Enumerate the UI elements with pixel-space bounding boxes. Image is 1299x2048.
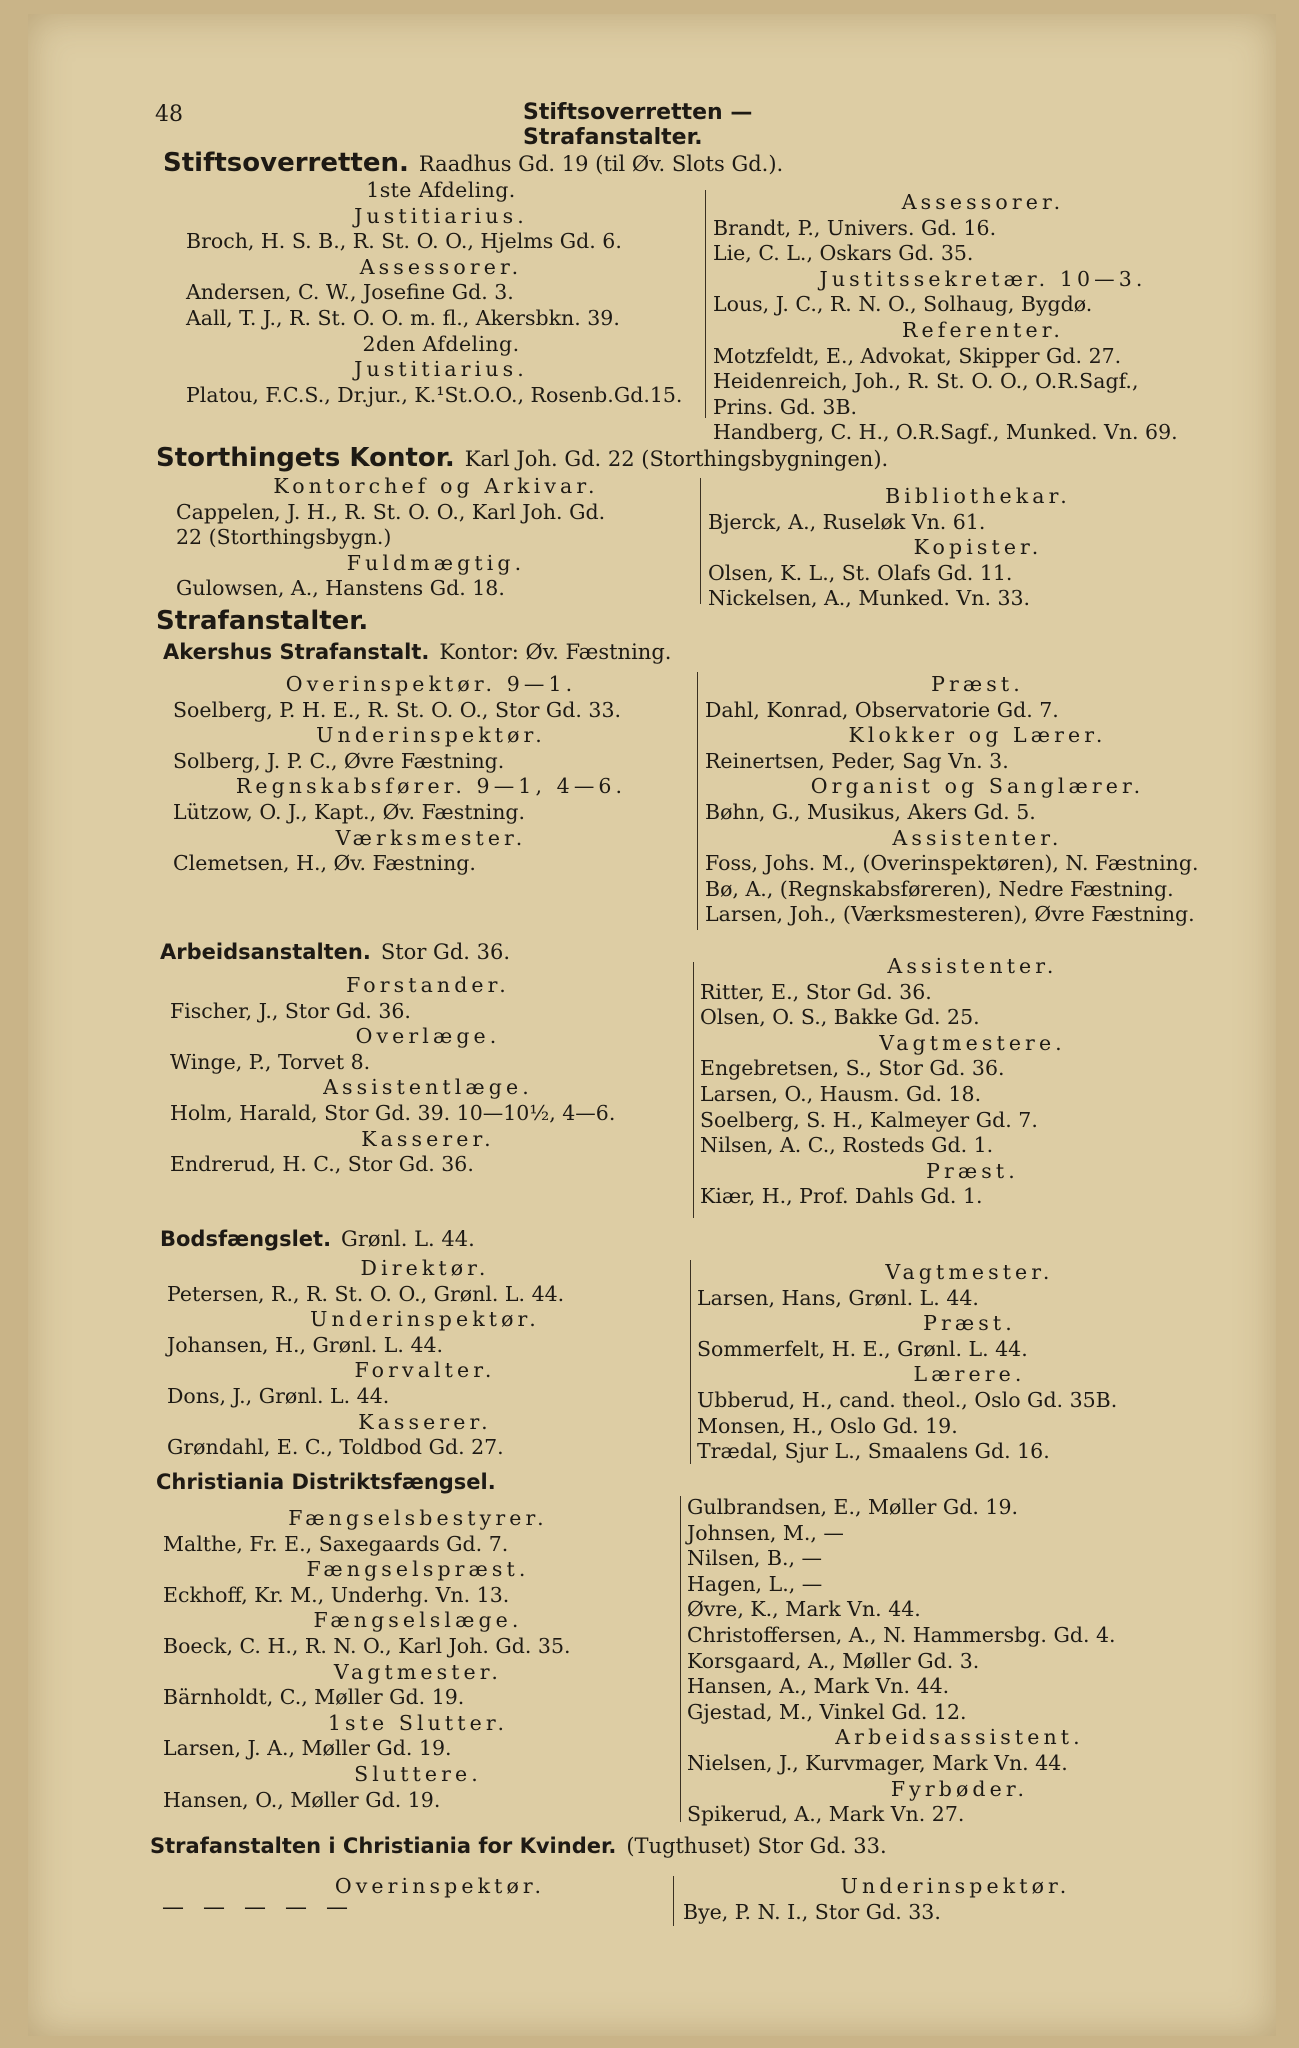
column-divider [693,962,694,1218]
directory-entry: Nickelsen, A., Munked. Vn. 33. [708,586,1031,611]
section-title-kvinder: Strafanstalten i Christiania for Kvinder. (Tugthuset) Stor Gd. 33. [150,1834,887,1858]
directory-entry: Larsen, J. A., Møller Gd. 19. [163,1736,452,1761]
role-heading: Vagtmester. [885,1260,1054,1284]
section-title-arbeidsanstalten: Arbeidsanstalten. Stor Gd. 36. [160,940,511,964]
storthingets-kontor-left-column [176,474,696,602]
role-heading: Kopister. [913,535,1043,560]
page-number: 48 [155,102,183,127]
directory-entry: Motzfeldt, E., Advokat, Skipper Gd. 27. [713,343,1122,368]
role-heading: Fyrbøder. [890,1776,1029,1801]
role-heading: Overlæge. [355,1024,501,1049]
directory-entry: Olsen, K. L., St. Olafs Gd. 11. [708,560,1013,585]
directory-entry: Hagen, L., — [687,1571,823,1596]
directory-entry: Holm, Harald, Stor Gd. 39. 10—10½, 4—6. [170,1100,616,1125]
directory-entry: Lous, J. C., R. N. O., Solhaug, Bygdø. [713,292,1093,317]
role-heading: Fængselslæge. [313,1608,523,1633]
role-heading: 1ste Afdeling. [366,178,516,202]
role-heading: Direktør. [360,1256,490,1280]
storthingets-kontor-right-column [708,484,1248,612]
role-heading: Assistenter. [887,954,1058,978]
directory-entry: Soelberg, S. H., Kalmeyer Gd. 7. [700,1107,1038,1132]
directory-entry: Aall, T. J., R. St. O. O. m. fl., Akersbkn. 39. [186,305,620,330]
section-title-akershus: Akershus Strafanstalt. Kontor: Øv. Fæstning. [163,640,672,664]
directory-entry: Handberg, C. H., O.R.Sagf., Munked. Vn. 69. [713,420,1178,445]
role-heading: Forstander. [346,973,510,997]
directory-entry: 22 (Storthingsbygn.) [176,525,392,550]
directory-entry: Johansen, H., Grønl. L. 44. [167,1332,444,1357]
directory-entry: Bjerck, A., Ruseløk Vn. 61. [708,509,986,534]
directory-entry: Engebretsen, S., Stor Gd. 36. [700,1056,1005,1081]
directory-entry: Korsgaard, A., Møller Gd. 3. [687,1648,980,1673]
role-heading: Kasserer. [361,1126,495,1151]
directory-entry: Gulowsen, A., Hanstens Gd. 18. [176,576,505,601]
directory-entry: Monsen, H., Oslo Gd. 19. [697,1413,958,1438]
directory-entry: Brandt, P., Univers. Gd. 16. [713,215,997,240]
bodsfaengslet-left-column [167,1256,683,1461]
role-heading: Præst. [923,1311,1016,1336]
directory-entry: Foss, Johs. M., (Overinspektøren), N. Fæstning. [705,851,1199,876]
directory-entry: Bøhn, G., Musikus, Akers Gd. 5. [705,799,1036,824]
role-heading: Assessorer. [359,254,523,279]
role-heading: Værksmester. [335,825,527,850]
directory-entry: Nielsen, J., Kurvmager, Mark Vn. 44. [687,1750,1068,1775]
directory-entry: Malthe, Fr. E., Saxegaards Gd. 7. [163,1531,509,1556]
column-divider [673,1876,674,1926]
directory-entry: Dahl, Konrad, Observatorie Gd. 7. [705,697,1059,722]
directory-entry: Broch, H. S. B., R. St. O. O., Hjelms Gd. 6. [186,229,622,254]
directory-entry: Winge, P., Torvet 8. [170,1049,371,1074]
directory-entry: Lie, C. L., Oskars Gd. 35. [713,241,974,266]
directory-entry: Solberg, J. P. C., Øvre Fæstning. [173,748,505,773]
directory-entry: Larsen, O., Hausm. Gd. 18. [700,1081,982,1106]
directory-entry: Gjestad, M., Vinkel Gd. 12. [687,1699,967,1724]
directory-entry: Petersen, R., R. St. O. O., Grønl. L. 44. [167,1281,565,1306]
role-heading: Justitiarius. [354,203,528,228]
directory-entry: Prins. Gd. 3B. [713,394,858,419]
directory-entry: Sommerfelt, H. E., Grønl. L. 44. [697,1336,1028,1361]
stiftsoverretten-left-column [186,178,696,408]
directory-entry: Hansen, A., Mark Vn. 44. [687,1674,950,1699]
column-divider [705,190,706,418]
role-heading: Justitssekretær. 10—3. [819,266,1147,291]
directory-entry: Bø, A., (Regnskabsføreren), Nedre Fæstning. [705,876,1174,901]
column-divider [700,478,701,604]
section-title-bodsfaengslet: Bodsfængslet. Grønl. L. 44. [160,1227,475,1251]
role-heading: Bibliothekar. [885,484,1071,508]
role-heading: Forvalter. [354,1358,496,1383]
role-heading: Overinspektør. 9—1. [285,672,577,696]
role-heading: Referenter. [902,317,1064,342]
stiftsoverretten-right-column [713,190,1253,446]
section-title-distriktsfaengsel: Christiania Distriktsfængsel. [156,1470,496,1494]
bodsfaengslet-right-column [697,1260,1242,1465]
directory-entry: Grøndahl, E. C., Toldbod Gd. 27. [167,1435,504,1460]
role-heading: 2den Afdeling. [362,331,520,356]
role-heading: Assistentlæge. [323,1075,533,1100]
directory-entry: Nilsen, A. C., Rosteds Gd. 1. [700,1133,994,1158]
directory-entry: Kiær, H., Prof. Dahls Gd. 1. [700,1184,983,1209]
directory-entry: Ritter, E., Stor Gd. 36. [700,979,932,1004]
role-heading: Lærere. [913,1362,1026,1387]
section-title-storthingets-kontor: Storthingets Kontor. Karl Joh. Gd. 22 (Storthingsbygningen). [156,443,889,473]
directory-entry: Boeck, C. H., R. N. O., Karl Joh. Gd. 35. [163,1633,571,1658]
akershus-right-column [705,672,1250,928]
directory-entry: Gulbrandsen, E., Møller Gd. 19. [687,1495,1019,1519]
role-heading: Sluttere. [354,1761,482,1786]
role-heading: Underinspektør. [310,1307,540,1332]
role-heading: Klokker og Lærer. [848,723,1107,748]
directory-entry: Øvre, K., Mark Vn. 44. [687,1597,921,1622]
directory-entry: Lützow, O. J., Kapt., Øv. Fæstning. [173,799,526,824]
directory-entry: Olsen, O. S., Bakke Gd. 25. [700,1005,980,1030]
section-title-strafanstalter: Strafanstalter. [156,606,369,636]
column-divider [690,1260,691,1464]
distriktsfaengsel-left-column [163,1506,673,1813]
role-heading: Organist og Sanglærer. [810,774,1145,799]
role-heading: Assistenter. [892,825,1063,850]
role-heading: Assessorer. [901,190,1065,214]
directory-entry: Spikerud, A., Mark Vn. 27. [687,1802,965,1827]
directory-entry: Soelberg, P. H. E., R. St. O. O., Stor Gd. 33. [173,697,622,722]
kvinder-right-column [683,1874,1228,1925]
directory-entry: Nilsen, B., — [687,1546,823,1571]
directory-entry: Endrerud, H. C., Stor Gd. 36. [170,1152,474,1177]
column-divider [680,1496,681,1822]
role-heading: Kontorchef og Arkivar. [273,474,599,498]
section-title-stiftsoverretten: Stiftsoverretten. Raadhus Gd. 19 (til Øv. Slots Gd.). [163,148,784,178]
directory-entry: Reinertsen, Peder, Sag Vn. 3. [705,748,1009,773]
directory-entry: Dons, J., Grønl. L. 44. [167,1383,390,1408]
directory-entry: Christoffersen, A., N. Hammersbg. Gd. 4. [687,1622,1116,1647]
role-heading: Fuldmægtig. [346,550,526,575]
role-heading: Præst. [926,1158,1019,1183]
role-heading: Vagtmester. [333,1659,503,1684]
directory-entry: Bärnholdt, C., Møller Gd. 19. [163,1685,465,1710]
column-divider [697,672,698,930]
distriktsfaengsel-right-column [687,1495,1232,1828]
role-heading: Justitiarius. [354,357,528,382]
role-heading: Fængselsbestyrer. [288,1506,548,1530]
role-heading: Regnskabsfører. 9—1, 4—6. [235,774,627,799]
directory-entry: Larsen, Hans, Grønl. L. 44. [697,1285,979,1310]
role-heading: 1ste Slutter. [327,1710,509,1735]
directory-entry: Clemetsen, H., Øv. Fæstning. [173,851,476,876]
running-header [155,96,915,150]
role-heading: Kasserer. [358,1409,492,1434]
directory-entry: Fischer, J., Stor Gd. 36. [170,998,411,1023]
role-heading: Underinspektør. [316,723,546,748]
role-heading: Underinspektør. [840,1874,1071,1898]
directory-entry: Larsen, Joh., (Værksmesteren), Øvre Fæstning. [705,902,1195,927]
running-title: Stiftsoverretten — Strafanstalter. [523,100,753,150]
role-heading: Præst. [931,672,1024,696]
role-heading: Overinspektør. [334,1874,546,1898]
directory-entry: Cappelen, J. H., R. St. O. O., Karl Joh. Gd. [176,499,606,524]
role-heading: Arbeidsassistent. [835,1725,1084,1750]
akershus-left-column [173,672,689,877]
directory-entry: Hansen, O., Møller Gd. 19. [163,1787,441,1812]
arbeidsanstalten-left-column [170,973,686,1178]
directory-entry: Ubberud, H., cand. theol., Oslo Gd. 35B. [697,1387,1118,1412]
arbeidsanstalten-right-column [700,954,1245,1210]
directory-entry: Eckhoff, Kr. M., Underhg. Vn. 13. [163,1582,510,1607]
role-heading: Fængselspræst. [306,1557,530,1582]
directory-entry: Bye, P. N. I., Stor Gd. 33. [683,1899,941,1924]
directory-entry: Johnsen, M., — [687,1520,844,1545]
directory-entry: Trædal, Sjur L., Smaalens Gd. 16. [697,1439,1050,1464]
role-heading: Vagtmestere. [879,1030,1066,1055]
directory-entry: Heidenreich, Joh., R. St. O. O., O.R.Sagf., [713,369,1139,394]
vacant-entry: — — — — — [162,1895,354,1920]
directory-entry: Andersen, C. W., Josefine Gd. 3. [186,280,514,305]
directory-entry: Platou, F.C.S., Dr.jur., K.¹St.O.O., Rosenb.Gd.15. [186,382,683,407]
